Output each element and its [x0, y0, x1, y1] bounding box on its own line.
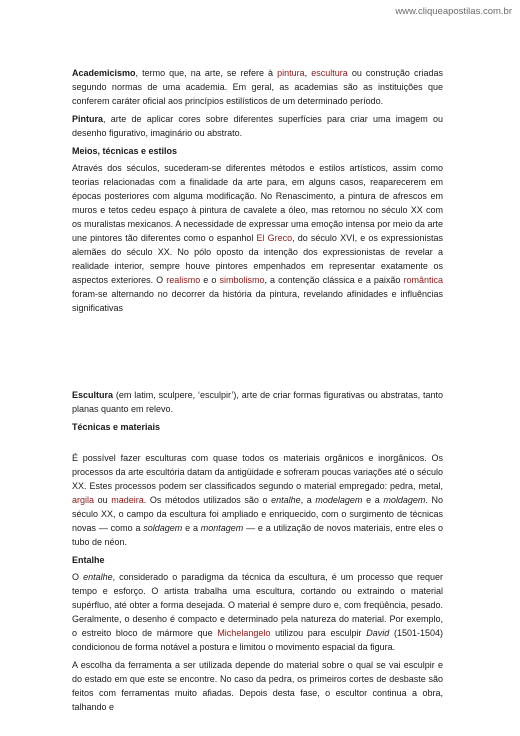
- link-argila[interactable]: argila: [72, 495, 95, 505]
- term-escultura: Escultura: [72, 390, 114, 400]
- text-span: (1501-1504) condicionou de forma notável a postura e limitou o movimento espacial da figura.: [72, 628, 443, 652]
- italic-term: soldagem: [143, 523, 183, 533]
- paragraph-academicismo: [72, 66, 443, 108]
- text-span: e a: [362, 495, 384, 505]
- text-span: ,: [304, 68, 312, 78]
- italic-term: David: [366, 628, 390, 638]
- text-span: O: [72, 572, 84, 582]
- heading-meios-tecnicas-estilos: Meios, técnicas e estilos: [72, 146, 178, 156]
- heading-tecnicas-materiais: Técnicas e materiais: [72, 422, 161, 432]
- paragraph-meios: [72, 161, 443, 315]
- text-span: foram-se alternando no decorrer da história da pintura, revelando afinidades e influências significativas: [72, 289, 443, 313]
- text-span: , considerado o paradigma da técnica da escultura, é um processo que requer tempo e esforço. O artista trabalha uma escultura, cortando ou extraindo o material supérfluo, até obter a forma desejada. O material é sempre duro e, com freqüência, pesado. Geralmente, o desenho é compacto e determinado pela natureza do material. Por exemplo, o estreito bloco de mármore que: [72, 572, 443, 638]
- paragraph-ferramenta: [72, 658, 443, 714]
- text-span: , do século XVI, e os expressionistas alemães do século XX. No pólo oposto da intenção dos expressionistas de revelar a realidade interior, sempre houve pintores empenhados em representar exatamente os aspectos exteriores. O: [72, 233, 443, 285]
- site-url: www.cliqueapostilas.com.br: [395, 6, 512, 17]
- link-el-greco[interactable]: El Greco: [256, 233, 293, 243]
- link-madeira[interactable]: madeira: [111, 495, 144, 505]
- text-span: utilizou para esculpir: [270, 628, 367, 638]
- italic-term: modelagem: [315, 495, 363, 505]
- text-span: , a: [300, 495, 316, 505]
- text-span: Através dos séculos, sucederam-se diferentes métodos e estilos artísticos, assim como teorias relacionadas com a finalidade da arte para, em alguns casos, reaparecerem em épocas posteriores com alguma modificação. No Renascimento, a pintura de afrescos em muros e tetos cedeu espaço à pintura de cavalete a óleo, mas retornou no século XX com os muralistas mexicanos. A necessidade de expressar uma emoção intensa por meio da arte une pintores tão diferentes como o espanhol: [72, 163, 443, 243]
- link-pintura[interactable]: pintura: [277, 68, 305, 78]
- blank-space: [72, 437, 443, 451]
- link-michelangelo[interactable]: Michelangelo: [217, 628, 271, 638]
- paragraph-escultura: [72, 388, 443, 416]
- text-span: e a: [182, 523, 201, 533]
- term-academicismo: Academicismo: [72, 68, 136, 78]
- link-simbolismo[interactable]: simbolismo: [219, 275, 265, 285]
- text-span: É possível fazer esculturas com quase todos os materiais orgânicos e inorgânicos. Os processos da arte escultória datam da antigüidade e sofreram poucas variações até o século XX. Estes processos podem ser classificados segundo o material empregado: pedra, metal,: [72, 453, 443, 491]
- italic-term: entalhe: [271, 495, 301, 505]
- italic-term: moldagem: [383, 495, 426, 505]
- text-span: . No século XX, o campo da escultura foi ampliado e enriquecido, com o surgimento de técnicas novas — como a: [72, 495, 443, 533]
- link-escultura[interactable]: escultura: [311, 68, 348, 78]
- paragraph-entalhe: [72, 570, 443, 654]
- italic-term: entalhe: [83, 572, 113, 582]
- text-span: , arte de aplicar cores sobre diferentes superfícies para criar uma imagem ou desenho figurativo, imaginário ou abstrato.: [72, 114, 443, 138]
- text-span: — e a utilização de novos materiais, entre eles o tubo de néon.: [72, 523, 444, 547]
- italic-term: montagem: [200, 523, 244, 533]
- link-romantica[interactable]: romântica: [403, 275, 443, 285]
- paragraph-materiais: [72, 451, 443, 549]
- term-pintura: Pintura: [72, 114, 104, 124]
- text-span: ou: [94, 495, 112, 505]
- text-span: , termo que, na arte, se refere à: [135, 68, 278, 78]
- text-span: e o: [200, 275, 220, 285]
- text-span: A escolha da ferramenta a ser utilizada depende do material sobre o qual se vai esculpir e do estado em que este se encontre. No caso da pedra, os primeiros cortes de desbaste são feitos com ferramentas muito afiadas. Depois desta fase, o escultor continua a obra, talhando e: [72, 660, 443, 712]
- blank-space: [72, 319, 443, 388]
- paragraph-pintura: [72, 112, 443, 140]
- text-span: ou construção criadas segundo normas de uma academia. Em geral, as academias são as instituições que conferem caráter oficial aos princípios estilísticos de um determinado período.: [72, 68, 443, 106]
- link-realismo[interactable]: realismo: [166, 275, 201, 285]
- document-body: [72, 66, 443, 718]
- text-span: . Os métodos utilizados são o: [143, 495, 272, 505]
- heading-entalhe: Entalhe: [72, 555, 105, 565]
- text-span: (em latim, sculpere, ‘esculpir’), arte de criar formas figurativas ou abstratas, tanto planas quanto em relevo.: [72, 390, 443, 414]
- text-span: , a contenção clássica e a paixão: [264, 275, 404, 285]
